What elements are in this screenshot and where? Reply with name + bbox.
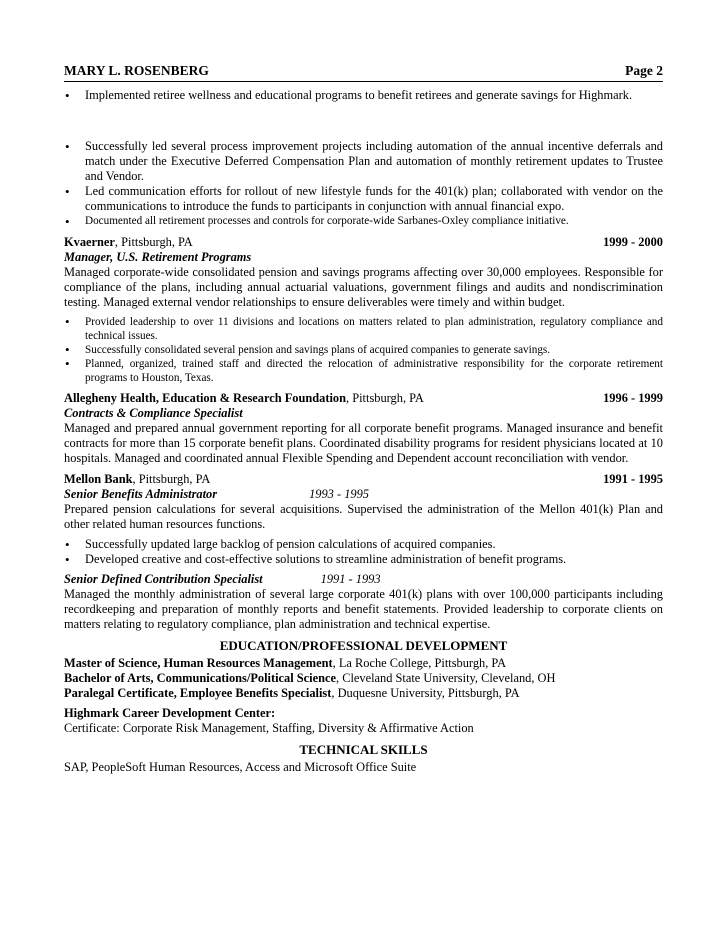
list-item: • Successfully updated large backlog of pension calculations of acquired companies.	[64, 537, 663, 552]
job-header-allegheny	[64, 391, 663, 406]
list-item: • Successfully consolidated several pension and savings plans of acquired companies to generate savings.	[64, 343, 663, 357]
degree-line	[64, 686, 663, 701]
mellon-bullets	[64, 537, 663, 567]
job-title: Contracts & Compliance Specialist	[64, 406, 243, 420]
job-dates: 1991 - 1995	[603, 472, 663, 486]
list-item: • Developed creative and cost-effective solutions to streamline administration of benefit programs.	[64, 552, 663, 567]
degree-school: , Duquesne University, Pittsburgh, PA	[331, 686, 520, 700]
list-item: • Documented all retirement processes and controls for corporate-wide Sarbanes-Oxley compliance initiative.	[64, 214, 663, 229]
company-location: , Pittsburgh, PA	[114, 235, 193, 249]
page-header	[64, 62, 663, 82]
job-title-line	[64, 487, 663, 502]
degree-line	[64, 656, 663, 671]
resume-page	[64, 62, 663, 775]
company-name: Allegheny Health, Education & Research Foundation	[64, 391, 347, 405]
title-dates: 1993 - 1995	[309, 487, 369, 501]
job-title: Senior Defined Contribution Specialist	[64, 572, 263, 586]
job-header-kvaerner	[64, 235, 663, 250]
training-center: Highmark Career Development Center:	[64, 706, 276, 720]
skills-heading: TECHNICAL SKILLS	[299, 742, 428, 757]
education-heading: EDUCATION/PROFESSIONAL DEVELOPMENT	[219, 638, 508, 653]
degree-name: Master of Science, Human Resources Management	[64, 656, 333, 670]
job-title: Manager, U.S. Retirement Programs	[64, 250, 252, 264]
title-dates: 1991 - 1993	[320, 572, 381, 586]
job-description: Managed the monthly administration of several large corporate 401(k) plans with over 100,000 participants including recordkeeping and preparation of monthly reports and benefit statements. Provided leadership to corporate clients on matters relating to regulatory compliance, plan administration and technical expertise.	[64, 587, 663, 631]
list-item: • Provided leadership to over 11 divisions and locations on matters related to plan administration, regulatory compliance and technical issues.	[64, 315, 663, 343]
degree-name: Bachelor of Arts, Communications/Political Science	[64, 671, 336, 685]
job-title: Senior Benefits Administrator	[64, 487, 218, 501]
certificate: Certificate: Corporate Risk Management, Staffing, Diversity & Affirmative Action	[64, 721, 474, 735]
company-location: , Pittsburgh, PA	[132, 472, 211, 486]
continued-bullets-2	[64, 139, 663, 229]
job-description: Managed and prepared annual government reporting for all corporate benefit programs. Managed insurance and benefit contracts for more than 15 corporate benefit plans. Coordinated disability programs for resident physicians located at 10 hospitals. Managed and coordinated annual Flexible Spending and Dependent account reconciliation with vendor.	[64, 421, 663, 465]
company-name: Mellon Bank	[64, 472, 133, 486]
candidate-name: MARY L. ROSENBERG	[64, 63, 209, 78]
degree-name: Paralegal Certificate, Employee Benefits Specialist	[64, 686, 332, 700]
job-title-line	[64, 572, 663, 587]
list-item: • Planned, organized, trained staff and directed the relocation of administrative responsibility for the corporate retirement programs to Houston, Texas.	[64, 357, 663, 385]
job-dates: 1996 - 1999	[603, 391, 663, 405]
degree-school: , Cleveland State University, Cleveland, OH	[336, 671, 556, 685]
skills-text: SAP, PeopleSoft Human Resources, Access and Microsoft Office Suite	[64, 760, 417, 774]
kvaerner-bullets	[64, 315, 663, 385]
degree-line	[64, 671, 663, 686]
company-location: , Pittsburgh, PA	[346, 391, 424, 405]
degree-school: , La Roche College, Pittsburgh, PA	[332, 656, 507, 670]
job-header-mellon	[64, 472, 663, 487]
continued-bullets-1	[64, 88, 663, 103]
company-name: Kvaerner	[64, 235, 115, 249]
list-item: • Implemented retiree wellness and educational programs to benefit retirees and generate savings for Highmark.	[64, 88, 663, 103]
job-dates: 1999 - 2000	[603, 235, 663, 249]
job-description: Managed corporate-wide consolidated pension and savings programs affecting over 30,000 employees. Responsible for compliance of the plans, including annual actuarial valuations, government filings and audits and nondiscrimination testing. Managed external vendor relationships to ensure deliverables were timely and within budget.	[64, 265, 663, 309]
list-item: • Led communication efforts for rollout of new lifestyle funds for the 401(k) plan; collaborated with vendor on the communications to introduce the funds to participants in conjunction with annual financial expo.	[64, 184, 663, 214]
job-description: Prepared pension calculations for several acquisitions. Supervised the administration of the Mellon 401(k) Plan and other related human resources functions.	[64, 502, 663, 531]
page-number: Page 2	[625, 63, 663, 78]
list-item: • Successfully led several process improvement projects including automation of the annual incentive deferrals and match under the Executive Deferred Compensation Plan and automation of monthly retirement updates to Trustee and Vendor.	[64, 139, 663, 184]
